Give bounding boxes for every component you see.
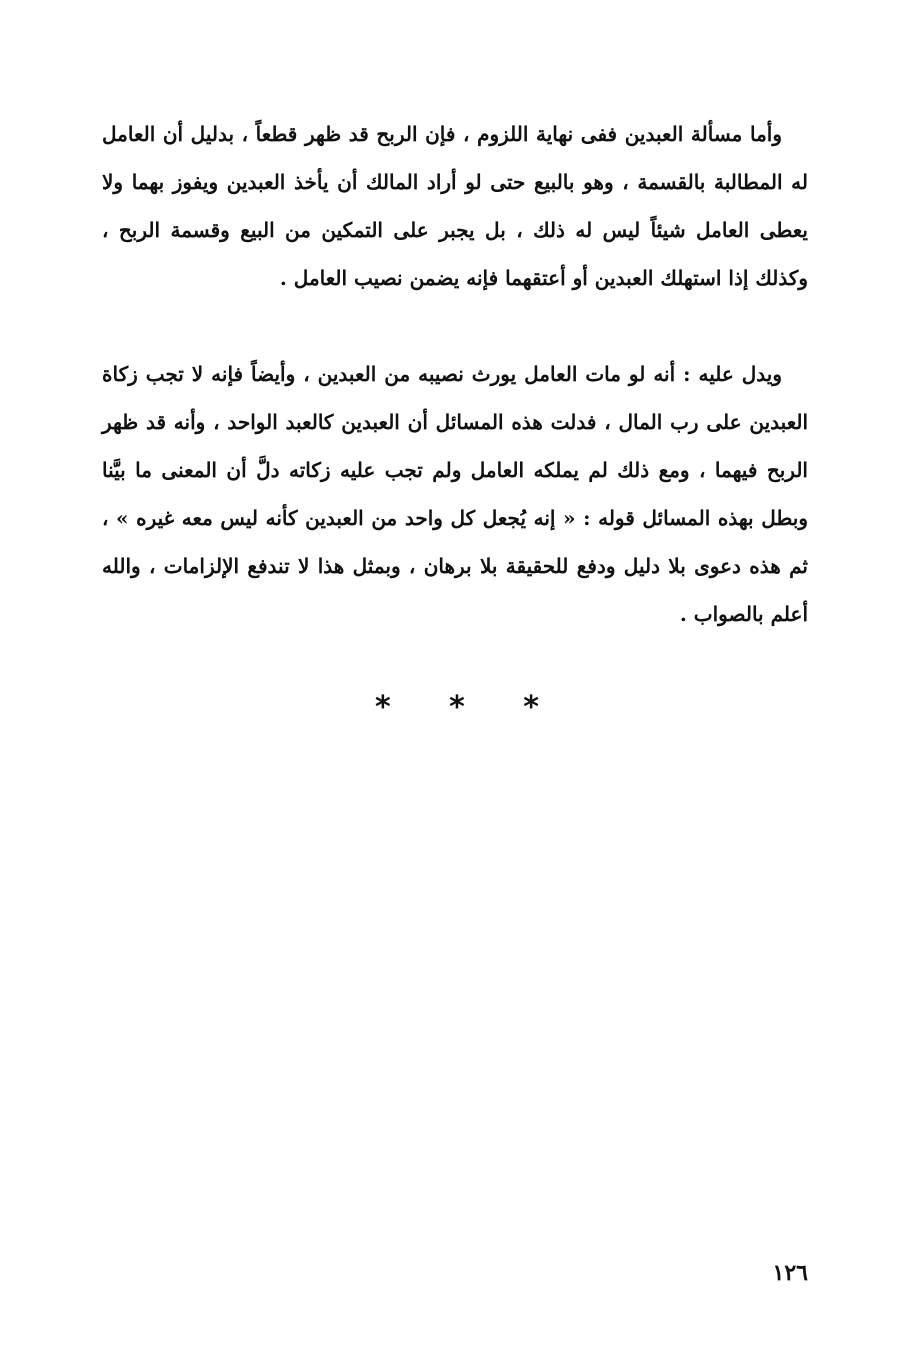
paragraph-1 [102, 110, 808, 302]
separator-asterisk: * [449, 690, 465, 725]
separator-asterisk: * [374, 690, 391, 725]
paragraph-1-text: وأما مسألة العبدين ففى نهاية اللزوم ، فإن الربح قد ظهر قطعاً ، بدليل أن العامل له المطالبة بالقسمة ، وهو بالبيع حتى لو أراد المالك أن يأخذ العبدين ويفوز بهما ولا يعطى العامل شيئاً ليس له ذلك ، بل يجبر على التمكين من البيع وقسمة الربح ، وكذلك إذا استهلك العبدين أو أعتقهما فإنه يضمن نصيب العامل . [102, 122, 809, 290]
section-separator [0, 688, 914, 728]
page-number: ١٢٦ [772, 1260, 808, 1286]
paragraph-2 [102, 350, 808, 638]
paragraph-2-text: ويدل عليه : أنه لو مات العامل يورث نصيبه من العبدين ، وأيضاً فإنه لا تجب زكاة العبدين على رب المال ، فدلت هذه المسائل أن العبدين كالعبد الواحد ، وأنه قد ظهر الربح فيهما ، ومع ذلك لم يملكه العامل ولم تجب عليه زكاته دلَّ أن المعنى ما بيَّنا وبطل بهذه المسائل قوله : « إنه يُجعل كل واحد من العبدين كأنه ليس معه غيره » ، ثم هذه دعوى بلا دليل ودفع للحقيقة بلا برهان ، وبمثل هذا لا تندفع الإلزامات ، والله أعلم بالصواب . [102, 362, 809, 626]
separator-asterisk: * [523, 690, 539, 725]
